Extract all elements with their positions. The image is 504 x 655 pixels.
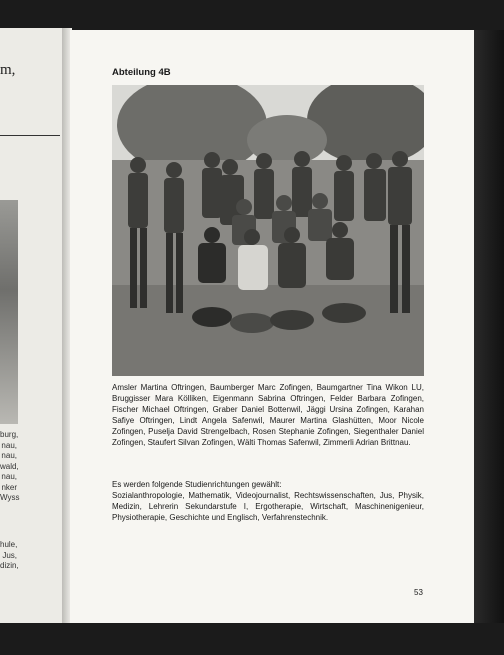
left-fragment: nau, xyxy=(1,440,17,450)
page-edge-shadow xyxy=(474,30,504,623)
left-fragment: Jus, xyxy=(2,550,17,560)
left-text-fragments-2 xyxy=(0,540,17,572)
left-fragment: hule, xyxy=(0,540,18,549)
left-fragment: wald, xyxy=(0,461,19,471)
left-fragment: nker xyxy=(1,482,17,492)
page-number: 53 xyxy=(414,588,423,597)
left-text-fragments xyxy=(0,430,20,504)
left-divider xyxy=(0,135,60,136)
left-fragment: Wyss xyxy=(0,493,20,502)
studies-list: Sozialanthropologie, Mathematik, Videojournalist, Rechtswissenschaften, Jus, Physik, Medizin, Lehrerin Sekundarstufe I, Ergotherapie, Wirtschaft, Maschinenigenieur, Physiotherapie, Geschichte und Englisch, Verfahrenstechnik. xyxy=(112,491,424,522)
student-names-caption: Amsler Martina Oftringen, Baumberger Marc Zofingen, Baumgartner Tina Wikon LU, Bruggisser Mara Kölliken, Eigenmann Sabrina Oftringen, Felder Barbara Zofingen, Fischer Michael Oftringen, Graber Daniel Bottenwil, Jäggi Ursina Zofingen, Karahan Safiye Oftringen, Lindt Angela Safenwil, Maurer Martina Glashütten, Moor Nicole Zofingen, Puselja David Strengelbach, Rosen Stephanie Zofingen, Siegenthaler Daniel Zofingen, Staufert Silvan Zofingen, Wälti Thomas Safenwil, Zimmerli Adrian Brittnau. xyxy=(112,383,424,447)
studies-section xyxy=(112,479,424,523)
left-fragment: dizin, xyxy=(0,561,19,570)
page-title: Abteilung 4B xyxy=(112,67,171,78)
right-page xyxy=(70,30,474,623)
group-photo-illustration xyxy=(112,85,424,376)
left-page xyxy=(0,28,66,623)
left-fragment: nau, xyxy=(1,472,17,481)
left-heading-fragment: m, xyxy=(0,62,16,78)
left-fragment: nau, xyxy=(1,451,17,460)
left-photo-edge xyxy=(0,200,18,424)
studies-intro: Es werden folgende Studienrichtungen gewählt: xyxy=(112,480,282,489)
class-group-photo xyxy=(112,85,424,376)
left-fragment: burg, xyxy=(0,430,19,439)
